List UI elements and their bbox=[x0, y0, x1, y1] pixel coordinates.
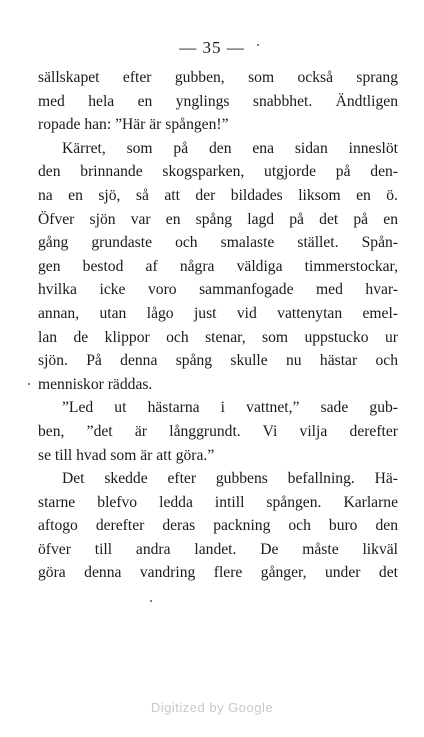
text-line: Det skedde efter gubbens befallning. Hä- bbox=[62, 470, 398, 488]
text-line: den brinnande skogsparken, utgjorde på den- bbox=[38, 163, 398, 181]
text-line: gen bestod af några väldiga timmerstockar, bbox=[38, 257, 398, 275]
text-line: ropade han: ”Här är spången!” bbox=[38, 116, 229, 134]
text-line: öfver till andra landet. De måste likväl bbox=[38, 540, 398, 558]
text-line: sällskapet efter gubben, som också sprang bbox=[38, 69, 398, 86]
text-line: sjön. På denna spång skulle nu hästar och bbox=[38, 352, 398, 370]
digitization-watermark: Digitized by Google bbox=[150, 700, 274, 715]
text-line: menniskor räddas. bbox=[38, 375, 153, 393]
text-line: hvilka icke voro sammanfogade med hvar- bbox=[38, 281, 398, 299]
print-speck bbox=[28, 383, 30, 385]
text-line: Öfver sjön var en spång lagd på det på en bbox=[38, 210, 398, 228]
text-line: lan de klippor och stenar, som uppstucko ur bbox=[38, 328, 398, 346]
text-line: na en sjö, så att der bildades liksom en ö. bbox=[38, 186, 398, 204]
text-line: Kärret, som på den ena sidan inneslöt bbox=[62, 139, 398, 157]
text-line: göra denna vandring flere gånger, under det bbox=[38, 564, 398, 582]
page-number: — 35 — bbox=[179, 38, 245, 57]
body-text bbox=[38, 66, 398, 585]
text-line: med hela en ynglings snabbhet. Ändtligen bbox=[38, 92, 398, 110]
text-line: ”Led ut hästarna i vattnet,” sade gub- bbox=[62, 399, 398, 417]
print-speck bbox=[150, 600, 152, 602]
text-line: annan, utan lågo just vid vattenytan emel- bbox=[38, 304, 398, 322]
text-line: se till hvad som är att göra.” bbox=[38, 446, 215, 464]
text-line: aftogo derefter deras packning och buro den bbox=[38, 517, 398, 535]
print-speck bbox=[257, 44, 259, 46]
text-line: starne blefvo ledda intill spången. Karlarne bbox=[38, 493, 398, 511]
text-line: ben, ”det är långgrundt. Vi vilja derefter bbox=[38, 422, 398, 440]
text-line: gång grundaste och smalaste stället. Spån- bbox=[38, 234, 398, 252]
